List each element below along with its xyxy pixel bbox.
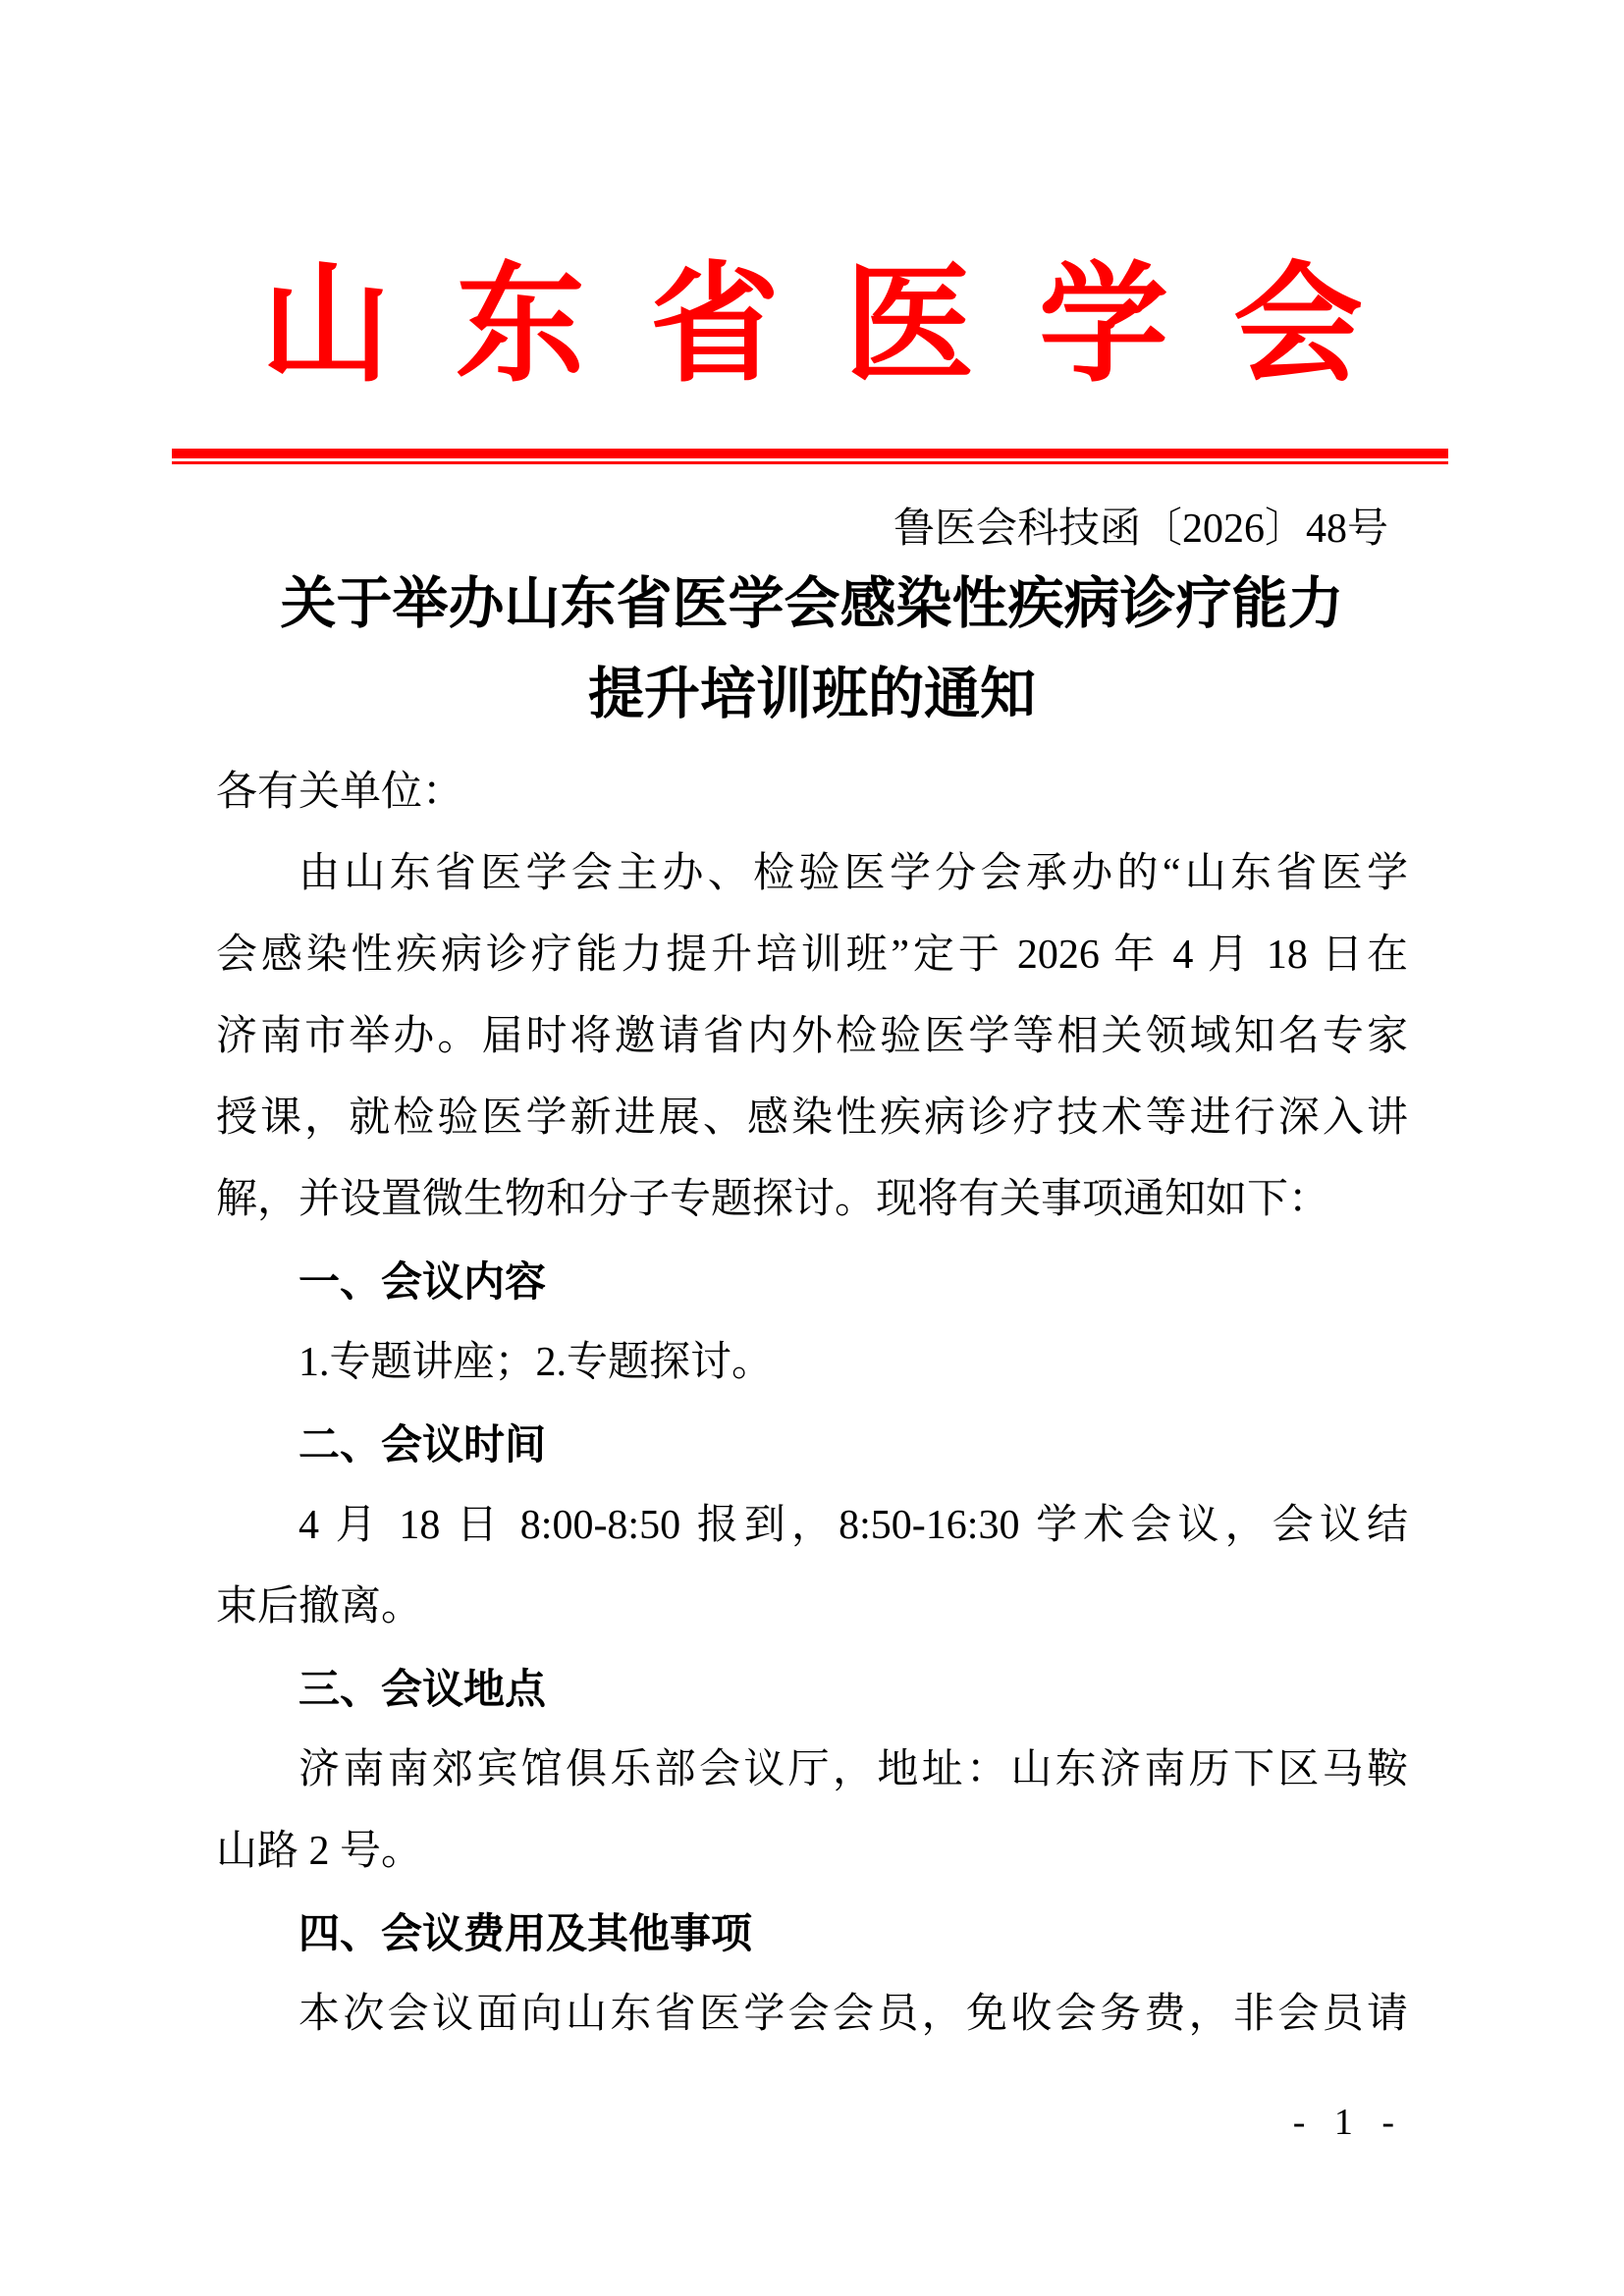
section-heading-4: 四、会议费用及其他事项: [298, 1910, 753, 1956]
body-line: 会感染性疾病诊疗能力提升培训班”定于 2026 年 4 月 18 日在: [216, 933, 1408, 978]
body-line: 济南南郊宾馆俱乐部会议厅，地址：山东济南历下区马鞍: [298, 1747, 1408, 1792]
body-line: 本次会议面向山东省医学会会员，免收会务费，非会员请: [298, 1992, 1408, 2037]
body-line: 济南市举办。届时将邀请省内外检验医学等相关领域知名专家: [216, 1014, 1408, 1059]
section-heading-3: 三、会议地点: [298, 1666, 547, 1712]
section-heading-1: 一、会议内容: [298, 1258, 547, 1305]
letterhead-divider: [172, 449, 1448, 464]
notice-title: [0, 560, 1624, 740]
body-line: 4 月 18 日 8:00-8:50 报到，8:50-16:30 学术会议，会议结: [298, 1503, 1408, 1548]
body-line: 束后撤离。: [216, 1584, 423, 1629]
body-line: 1.专题讲座；2.专题探讨。: [298, 1340, 774, 1385]
body-line: 解，并设置微生物和分子专题探讨。现将有关事项通知如下：: [216, 1177, 1330, 1222]
body-line: 由山东省医学会主办、检验医学分会承办的“山东省医学: [298, 851, 1408, 896]
body-line: 授课，就检验医学新进展、感染性疾病诊疗技术等进行深入讲: [216, 1095, 1408, 1141]
body-line: 山路 2 号。: [216, 1829, 423, 1874]
page-number: - 1 -: [1292, 2102, 1404, 2143]
notice-title-line-2: 提升培训班的通知: [588, 664, 1036, 725]
salutation-line: 各有关单位：: [216, 770, 464, 815]
letterhead-org-title: 山东省医学会: [261, 253, 1428, 398]
document-reference-number: 鲁医会科技函〔2026〕48号: [893, 507, 1388, 552]
notice-body: [216, 752, 1408, 2056]
notice-title-line-1: 关于举办山东省医学会感染性疾病诊疗能力: [280, 573, 1344, 635]
section-heading-2: 二、会议时间: [298, 1421, 547, 1468]
